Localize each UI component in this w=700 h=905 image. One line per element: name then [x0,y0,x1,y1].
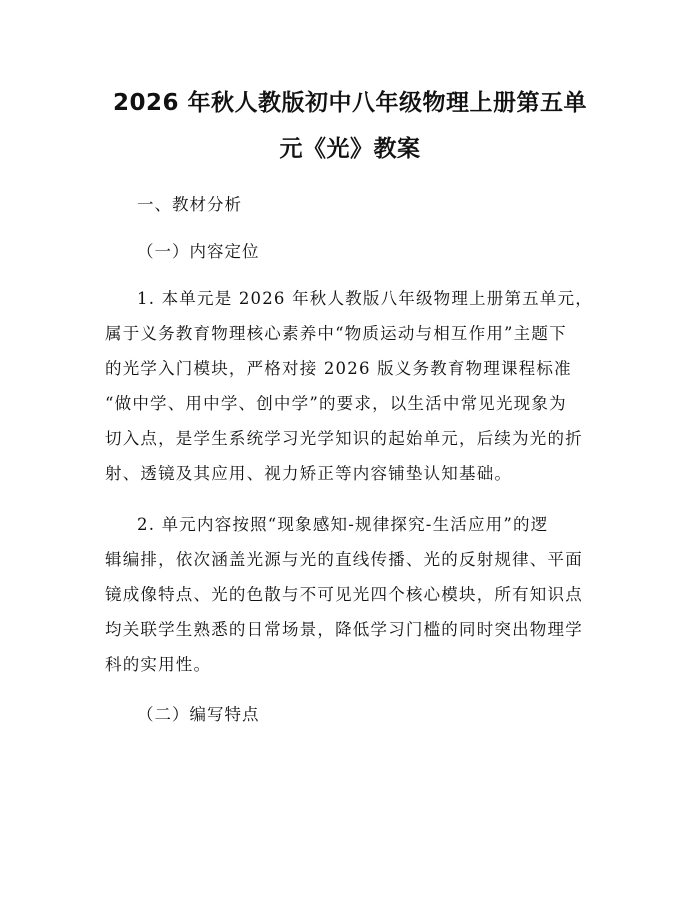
paragraph-2-line-5: 科的实用性。 [105,655,212,674]
paragraph-2-line-1: 2. 单元内容按照“现象感知-规律探究-生活应用”的逻 [137,515,549,534]
paragraph-2-line-4: 均关联学生熟悉的日常场景，降低学习门槛的同时突出物理学 [105,620,583,639]
subsection-heading-content-positioning: （一）内容定位 [137,242,260,261]
section-heading-textbook-analysis: 一、教材分析 [137,195,242,214]
subsection-heading-writing-features: （二）编写特点 [137,705,260,724]
document-title-line-1: 2026 年秋人教版初中八年级物理上册第五单 [112,90,588,116]
paragraph-1-line-6: 射、透镜及其应用、视力矫正等内容铺垫认知基础。 [105,464,513,483]
paragraph-1-line-2: 属于义务教育物理核心素养中“物质运动与相互作用”主题下 [105,324,567,343]
document-title-line-2: 元《光》教案 [279,136,421,162]
paragraph-1-line-5: 切入点，是学生系统学习光学知识的起始单元，后续为光的折 [105,429,583,448]
paragraph-2-line-2: 辑编排，依次涵盖光源与光的直线传播、光的反射规律、平面 [105,550,583,569]
paragraph-2-line-3: 镜成像特点、光的色散与不可见光四个核心模块，所有知识点 [105,585,583,604]
paragraph-1-line-3: 的光学入门模块，严格对接 2026 版义务教育物理课程标准 [105,359,572,378]
paragraph-1-line-1: 1. 本单元是 2026 年秋人教版八年级物理上册第五单元， [137,289,593,308]
paragraph-1-line-4: “做中学、用中学、创中学”的要求，以生活中常见光现象为 [105,394,567,413]
